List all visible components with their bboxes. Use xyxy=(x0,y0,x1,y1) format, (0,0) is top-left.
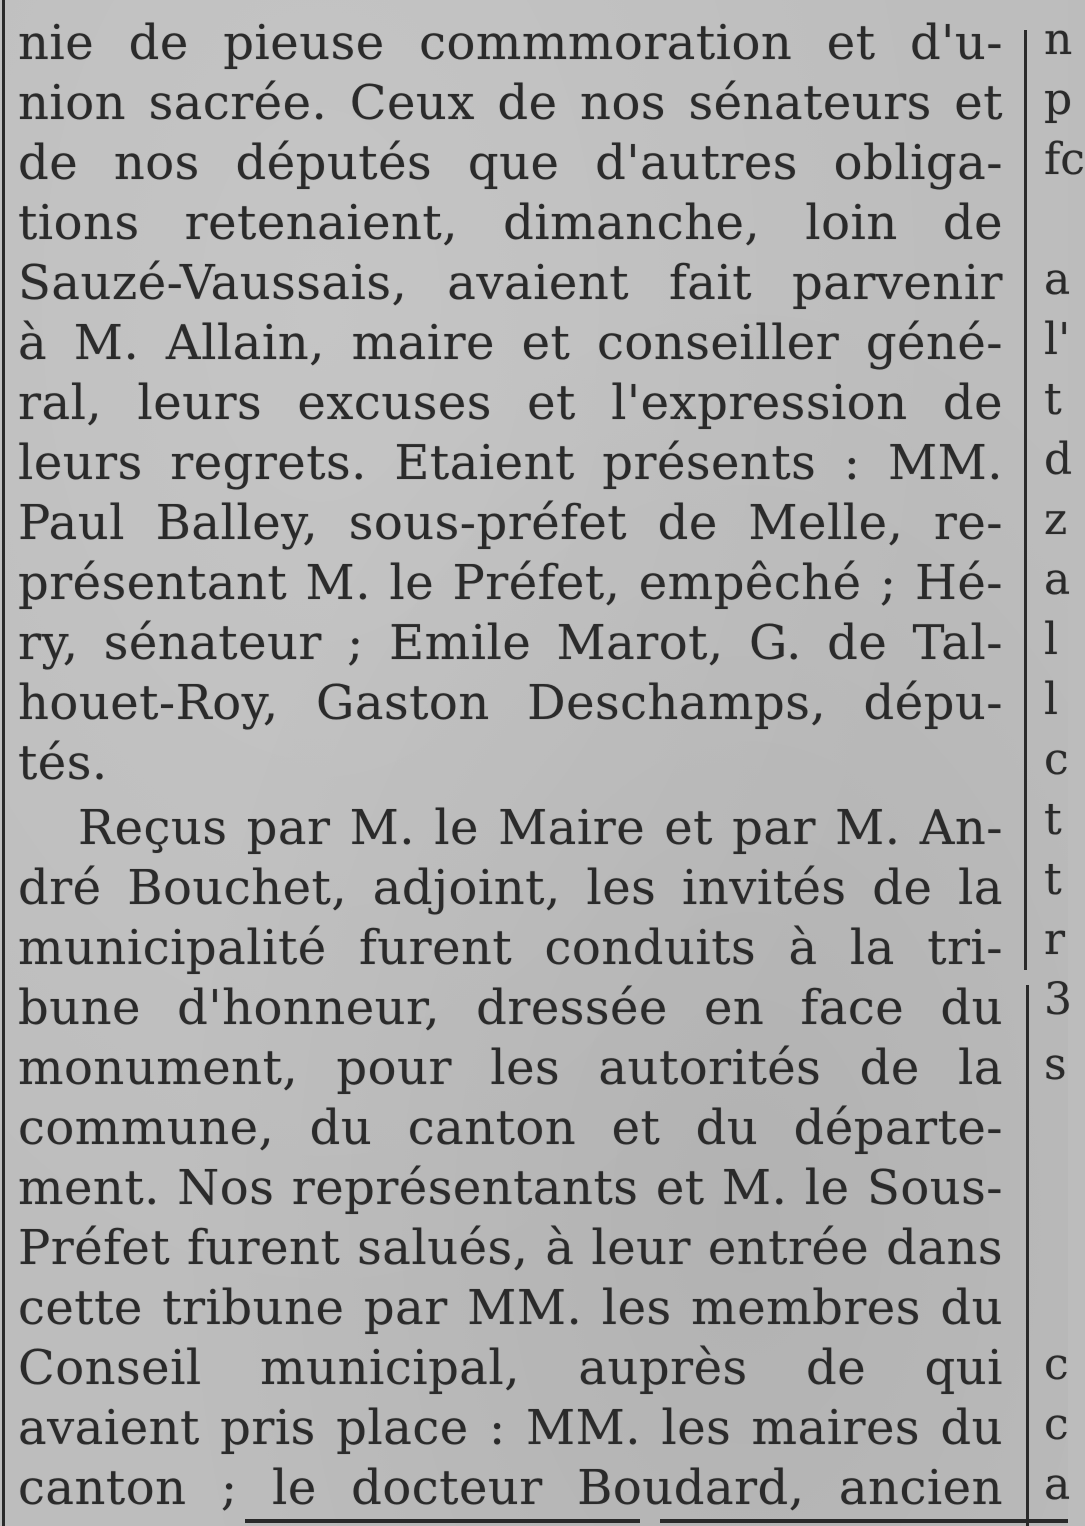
article-line: cette tribune par MM. les membres du xyxy=(18,1280,1003,1336)
article-line: présentant M. le Préfet, empêché ; Hé- xyxy=(18,555,1003,611)
article-line: Sauzé-Vaussais, avaient fait parvenir xyxy=(18,255,1003,311)
article-line: houet-Roy, Gaston Deschamps, dépu- xyxy=(18,675,1003,731)
article-line: Reçus par M. le Maire et par M. An- xyxy=(78,800,1003,856)
article-line: Paul Balley, sous-préfet de Melle, re- xyxy=(18,495,1003,551)
bottom-rule xyxy=(245,1519,640,1523)
adjacent-fragment: l xyxy=(1044,674,1059,725)
article-line: dré Bouchet, adjoint, les invités de la xyxy=(18,860,1003,916)
right-column-rule-upper xyxy=(1024,30,1027,970)
article-line: leurs regrets. Etaient présents : MM. xyxy=(18,435,1003,491)
article-line: avaient pris place : MM. les maires du xyxy=(18,1400,1003,1456)
bottom-rule-right xyxy=(660,1519,1068,1523)
adjacent-fragment: c xyxy=(1044,1399,1069,1450)
adjacent-fragment: a xyxy=(1044,1459,1071,1510)
article-line: monument, pour les autorités de la xyxy=(18,1040,1003,1096)
adjacent-fragment: a xyxy=(1044,254,1071,305)
adjacent-fragment: 3 xyxy=(1044,974,1072,1025)
adjacent-fragment: z xyxy=(1044,494,1068,545)
article-line: bune d'honneur, dressée en face du xyxy=(18,980,1003,1036)
article-line: tions retenaient, dimanche, loin de xyxy=(18,195,1003,251)
adjacent-fragment: p xyxy=(1044,74,1073,125)
article-line: Préfet furent salués, à leur entrée dans xyxy=(18,1220,1003,1276)
article-line: nie de pieuse commmoration et d'u- xyxy=(18,15,1003,71)
adjacent-fragment: a xyxy=(1044,554,1071,605)
article-line: ral, leurs excuses et l'expression de xyxy=(18,375,1003,431)
adjacent-fragment: s xyxy=(1044,1039,1067,1090)
adjacent-fragment: r xyxy=(1044,914,1066,965)
adjacent-fragment: fc xyxy=(1044,134,1085,185)
article-line: ment. Nos représentants et M. le Sous- xyxy=(18,1160,1003,1216)
article-line: Conseil municipal, auprès de qui xyxy=(18,1340,1003,1396)
right-column-rule-lower xyxy=(1026,985,1029,1526)
adjacent-fragment: l xyxy=(1044,614,1059,665)
article-line: ry, sénateur ; Emile Marot, G. de Tal- xyxy=(18,615,1003,671)
left-column-rule xyxy=(2,0,5,1526)
adjacent-fragment: d xyxy=(1044,434,1073,485)
adjacent-fragment: t xyxy=(1044,794,1062,845)
adjacent-fragment: t xyxy=(1044,374,1062,425)
article-line: commune, du canton et du départe- xyxy=(18,1100,1003,1156)
article-line: tés. xyxy=(18,735,108,791)
adjacent-fragment: n xyxy=(1044,14,1073,65)
article-line: municipalité furent conduits à la tri- xyxy=(18,920,1003,976)
article-line: à M. Allain, maire et conseiller géné- xyxy=(18,315,1003,371)
article-line: nion sacrée. Ceux de nos sénateurs et xyxy=(18,75,1003,131)
adjacent-fragment: t xyxy=(1044,854,1062,905)
article-line: canton ; le docteur Boudard, ancien xyxy=(18,1460,1003,1516)
adjacent-fragment: c xyxy=(1044,734,1069,785)
adjacent-fragment: l' xyxy=(1044,314,1071,365)
adjacent-fragment: c xyxy=(1044,1339,1069,1390)
article-line: de nos députés que d'autres obliga- xyxy=(18,135,1003,191)
